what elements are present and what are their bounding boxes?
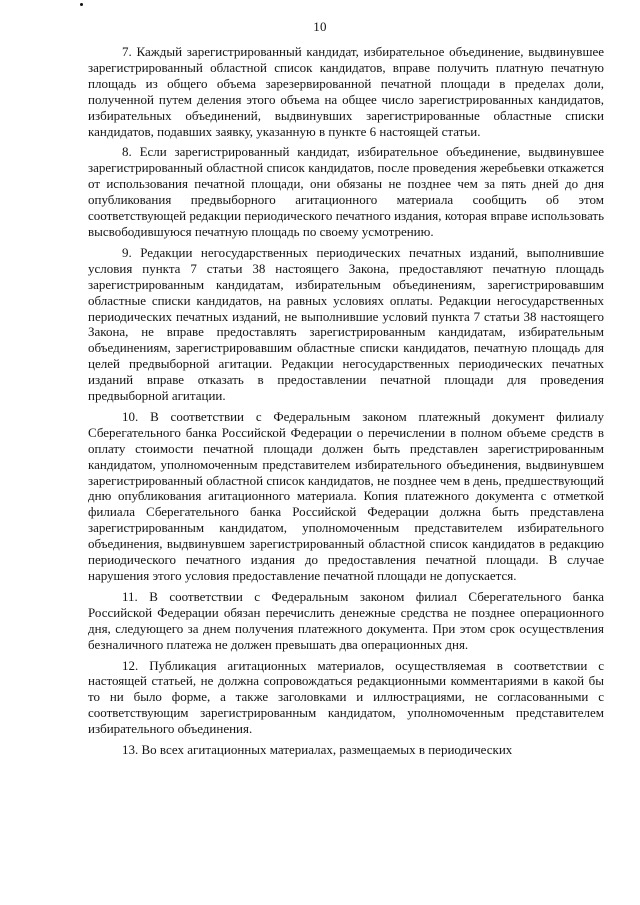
paragraph-12: 12. Публикация агитационных материалов, осуществляемая в соответствии с настоящей статьей, не должна сопровождаться редакционными комментариями в какой бы то ни было форме, а также заголовками и иллюстрациями, не согласованными с соответствующим зарегистрированным кандидатом, уполномоченным представителем избирательного объединения.	[88, 657, 604, 737]
paragraph-9: 9. Редакции негосударственных периодических печатных изданий, выполнившие условия пункта 7 статьи 38 настоящего Закона, предоставляют печатную площадь зарегистрированным кандидатам, избирательным объединениям, зарегистрировавшим областные списки кандидатов, на равных условиях оплаты. Редакции негосударственных периодических печатных изданий, не выполнившие условий пункта 7 статьи 38 настоящего Закона, не вправе предоставлять зарегистрированным кандидатам, избирательным объединениям, зарегистрировавшим областные списки кандидатов, печатную площадь для целей предвыборной агитации. Редакции негосударственных периодических печатных изданий вправе отказать в предоставлении печатной площади для проведения предвыборной агитации.	[88, 244, 604, 404]
paragraph-7: 7. Каждый зарегистрированный кандидат, избирательное объединение, выдвинувшее зарегистрированный областной список кандидатов, вправе получить платную печатную площадь из общего объема зарезервированной печатной площади в пределах доли, полученной путем деления этого объема на общее число зарегистрированных кандидатов, избирательных объединений, выдвинувших зарегистрированные областные списки кандидатов, подавших заявку, указанную в пункте 6 настоящей статьи.	[88, 44, 604, 139]
paragraph-11: 11. В соответствии с Федеральным законом филиал Сберегательного банка Российской Федерации обязан перечислить денежные средства не позднее операционного дня, следующего за днем получения платежного документа. При этом срок осуществления безналичного платежа не должен превышать два операционных дня.	[88, 588, 604, 652]
paragraph-13: 13. Во всех агитационных материалах, размещаемых в периодических	[122, 742, 513, 758]
scan-speck	[80, 3, 83, 6]
document-body	[88, 44, 604, 763]
page-number: 10	[313, 19, 327, 34]
paragraph-10: 10. В соответствии с Федеральным законом платежный документ филиалу Сберегательного банка Российской Федерации о перечислении в полном объеме средств в оплату стоимости печатной площади должен быть представлен зарегистрированным кандидатом, уполномоченным представителем избирательного объединения, выдвинувшем зарегистрированный областной список кандидатов, не позднее чем в день, предшествующий дню опубликования агитационного материала. Копия платежного документа с отметкой филиала Сберегательного банка Российской Федерации должна быть представлена зарегистрированным кандидатом, уполномоченным представителем избирательного объединения, выдвинувшем зарегистрированный областной список кандидатов в редакцию периодического печатного издания до предоставления печатной площади. В случае нарушения этого условия предоставление печатной площади не допускается.	[88, 408, 604, 583]
paragraph-8: 8. Если зарегистрированный кандидат, избирательное объединение, выдвинувшее зарегистрированный областной список кандидатов, после проведения жеребьевки откажется от использования печатной площади, они обязаны не позднее чем за пять дней до дня опубликования предвыборного агитационного материала сообщить об этом соответствующей редакции периодического печатного издания, которая вправе использовать высвободившуюся печатную площадь по своему усмотрению.	[88, 144, 604, 239]
